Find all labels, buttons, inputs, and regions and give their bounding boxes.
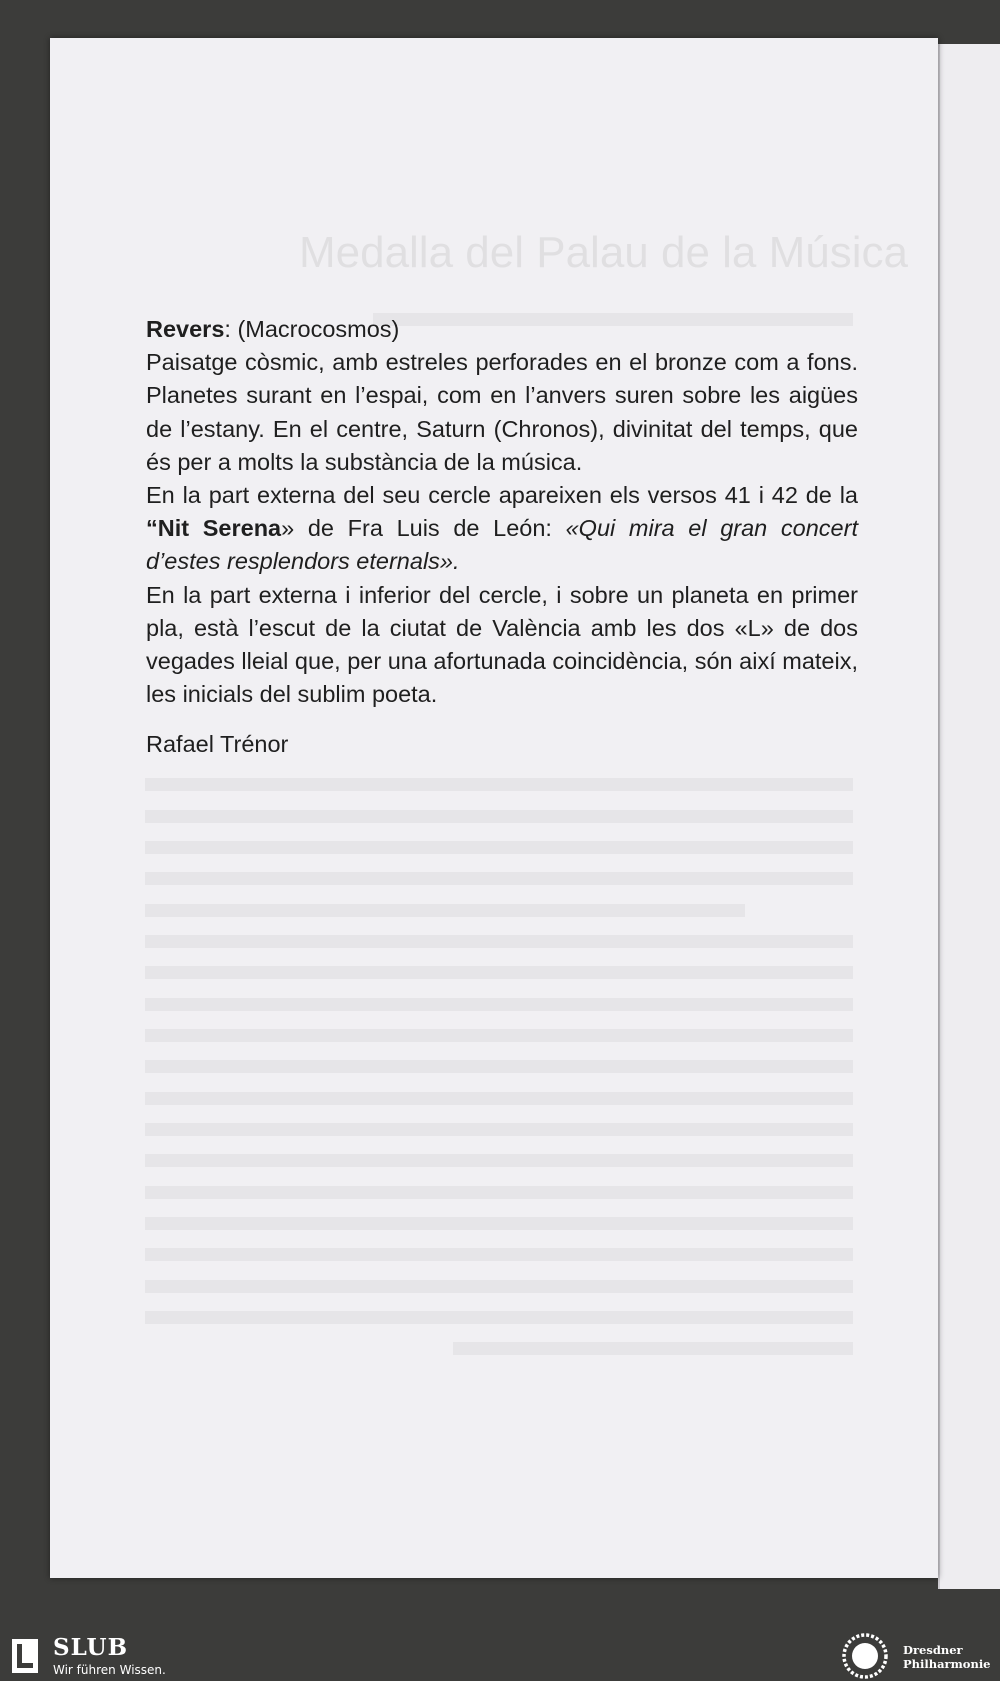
poem-quote: «Qui mira el gran concert d’estes resplendors eternals». [146,515,858,575]
show-through-line [145,1154,853,1167]
footer-bar [0,1630,1000,1681]
show-through-line [145,810,853,823]
show-through-line [145,1186,853,1199]
partner-name-line-1: Dresdner [903,1643,963,1657]
slub-tagline: Wir führen Wissen. [53,1663,166,1677]
revers-subtitle: : (Macrocosmos) [224,316,400,342]
slub-logo-icon [12,1639,38,1673]
body-text [146,313,858,762]
show-through-line [145,1280,853,1293]
revers-paragraph [146,313,858,479]
slub-library-name: SLUB [53,1634,129,1661]
show-through-line [145,935,853,948]
adjacent-page-edge [938,44,1000,1589]
show-through-line [145,1060,853,1073]
show-through-line [145,966,853,979]
coat-of-arms-paragraph [146,579,858,712]
coat-of-arms-text: En la part externa i inferior del cercle, i sobre un planeta en primer pla, està l’escut de la ciutat de València amb les dos «L» de dos vegades lleial que, per una afortunada coincidència, són així mateix, les inicials del sublim poeta. [146,581,858,708]
show-through-line [145,778,853,791]
verses-text-intro: En la part externa del seu cercle apareixen els versos 41 i 42 de la [146,482,858,509]
show-through-line [145,1217,853,1230]
document-page [50,38,938,1578]
revers-label: Revers [146,316,225,342]
show-through-line [145,904,745,917]
revers-description: Paisatge còsmic, amb estreles perforades en el bronze com a fons. Planetes surant en l’espai, com en l’anvers suren sobre les aigües de l’estany. En el centre, Saturn (Chronos), divinitat del temps, que és per a molts la substància de la música. [146,349,858,475]
show-through-line [145,998,853,1011]
show-through-title: Medalla del Palau de la Música [298,228,908,277]
show-through-line [145,872,853,885]
author-signature: Rafael Trénor [146,731,289,758]
show-through-line [145,1248,853,1261]
show-through-line [145,1123,853,1136]
show-through-line [145,841,853,854]
show-through-line [145,1092,853,1105]
verses-paragraph [146,479,858,579]
show-through-line [145,1029,853,1042]
show-through-line [145,1311,853,1324]
dresdner-philharmonie-name [903,1643,998,1671]
show-through-line [453,1342,853,1355]
reverse-side-show-through [50,38,938,1578]
dresdner-philharmonie-logo-icon [840,1632,890,1680]
partner-name-line-2: Philharmonie [903,1657,991,1671]
poem-title: “Nit Serena [146,515,282,542]
verses-text-middle: » de Fra Luis de León: [281,515,566,542]
